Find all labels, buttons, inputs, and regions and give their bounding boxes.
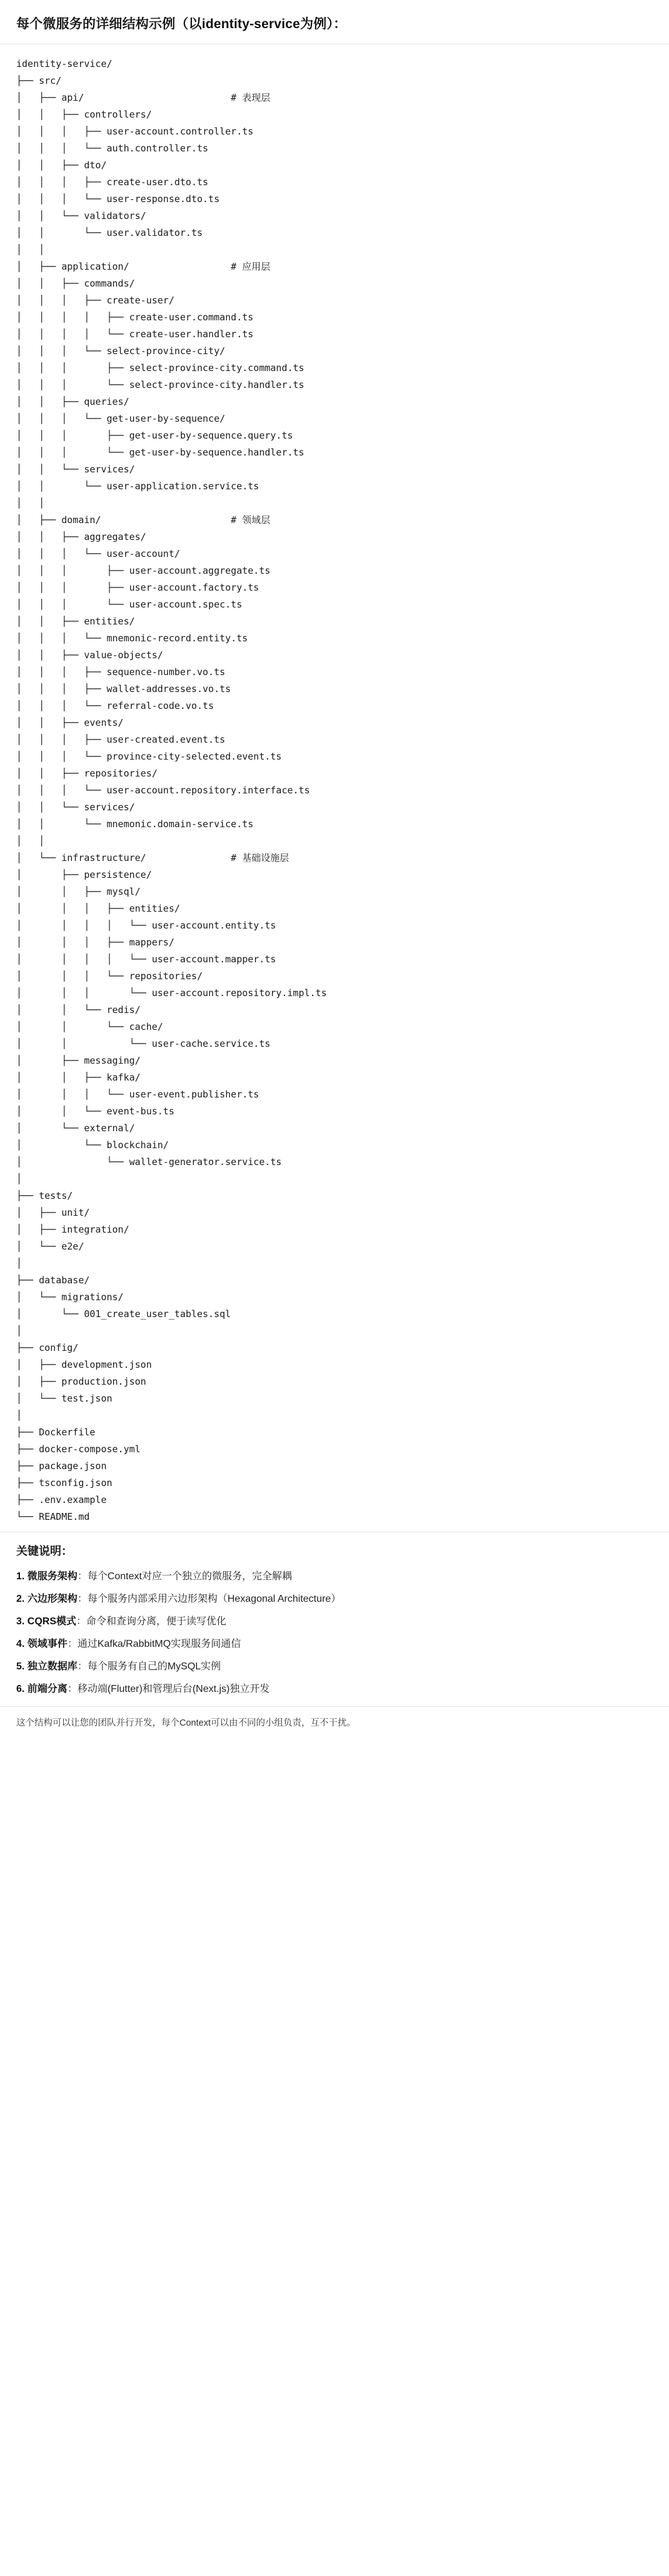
tree-line: │ ├── unit/ <box>16 1207 90 1218</box>
tree-line: │ └── wallet-generator.service.ts <box>16 1156 282 1168</box>
tree-line: │ ├── integration/ <box>16 1224 129 1235</box>
tree-line: │ <box>16 1258 23 1269</box>
tree-line: ├── tests/ <box>16 1190 73 1201</box>
tree-line: │ │ <box>16 835 45 847</box>
note-index: 2. <box>16 1594 28 1604</box>
note-text: ：每个Context对应一个独立的微服务，完全解耦 <box>77 1571 292 1582</box>
tree-line: │ │ ├── mysql/ <box>16 886 141 897</box>
tree-line: │ └── blockchain/ <box>16 1139 169 1151</box>
tree-line: │ <box>16 1173 23 1184</box>
key-notes-section <box>0 1532 669 1706</box>
tree-line: │ │ │ └── user-account.repository.interface.ts <box>16 785 310 796</box>
tree-line: │ │ │ └── auth.controller.ts <box>16 143 209 154</box>
tree-line: ├── database/ <box>16 1275 90 1286</box>
footer-text: 这个结构可以让您的团队并行开发，每个Context可以由不同的小组负责，互不干扰。 <box>16 1718 356 1728</box>
tree-line: ├── Dockerfile <box>16 1427 96 1438</box>
tree-line: │ │ │ └── referral-code.vo.ts <box>16 700 214 711</box>
tree-line: │ │ └── mnemonic.domain-service.ts <box>16 818 254 830</box>
note-index: 1. <box>16 1571 28 1582</box>
tree-line: │ ├── persistence/ <box>16 869 152 880</box>
tree-line: │ <box>16 1325 23 1336</box>
tree-line: │ │ ├── aggregates/ <box>16 531 146 542</box>
tree-line: │ │ └── event-bus.ts <box>16 1106 174 1117</box>
tree-line: │ │ │ │ └── user-account.mapper.ts <box>16 954 276 965</box>
tree-line: │ │ └── redis/ <box>16 1004 141 1016</box>
tree-line: │ │ │ ├── entities/ <box>16 903 180 914</box>
tree-line: │ │ │ ├── get-user-by-sequence.query.ts <box>16 430 293 441</box>
tree-line: │ │ │ ├── wallet-addresses.vo.ts <box>16 683 231 695</box>
tree-line: │ │ ├── controllers/ <box>16 109 152 120</box>
tree-line: │ <box>16 1410 23 1421</box>
tree-line: │ │ └── user-cache.service.ts <box>16 1038 271 1049</box>
tree-line: ├── .env.example <box>16 1494 107 1505</box>
tree-line: │ │ <box>16 244 45 255</box>
tree-line: │ │ └── user-application.service.ts <box>16 481 259 492</box>
tree-line: │ │ │ │ └── create-user.handler.ts <box>16 328 254 340</box>
tree-line: │ ├── messaging/ <box>16 1055 141 1066</box>
note-text: ：命令和查询分离，便于读写优化 <box>76 1616 227 1627</box>
tree-line: │ │ │ │ └── user-account.entity.ts <box>16 920 276 931</box>
list-item <box>16 1680 653 1699</box>
tree-line: │ │ │ ├── sequence-number.vo.ts <box>16 666 226 678</box>
tree-line: │ │ │ └── get-user-by-sequence/ <box>16 413 226 424</box>
note-key: 独立数据库 <box>27 1661 78 1672</box>
list-item <box>16 1567 653 1586</box>
tree-line: │ │ │ └── get-user-by-sequence.handler.ts <box>16 447 304 458</box>
tree-line: │ │ │ ├── create-user/ <box>16 295 174 306</box>
tree-line: └── README.md <box>16 1511 90 1522</box>
tree-line: │ └── infrastructure/ # 基础设施层 <box>16 852 289 863</box>
tree-line: │ │ ├── events/ <box>16 717 124 728</box>
tree-line: │ └── external/ <box>16 1123 135 1134</box>
tree-line: │ │ │ └── user-response.dto.ts <box>16 193 220 205</box>
key-notes-title: 关键说明： <box>16 1545 73 1557</box>
tree-line: │ │ │ └── repositories/ <box>16 970 203 982</box>
note-index: 3. <box>16 1616 28 1627</box>
tree-line: ├── docker-compose.yml <box>16 1443 141 1455</box>
note-index: 6. <box>16 1684 28 1694</box>
page-title: 每个微服务的详细结构示例（以identity-service为例）： <box>16 17 347 31</box>
note-key: 微服务架构 <box>27 1571 78 1582</box>
list-item <box>16 1657 653 1676</box>
note-index: 4. <box>16 1639 28 1649</box>
tree-line: │ ├── production.json <box>16 1376 146 1387</box>
tree-line: │ │ ├── value-objects/ <box>16 649 163 661</box>
note-text: ：每个服务有自己的MySQL实例 <box>77 1661 221 1672</box>
directory-tree <box>0 44 669 1532</box>
tree-line: │ │ │ ├── user-account.factory.ts <box>16 582 259 593</box>
tree-line: │ │ ├── commands/ <box>16 278 135 289</box>
tree-line: │ ├── application/ # 应用层 <box>16 261 271 272</box>
tree-line: │ │ │ └── user-account/ <box>16 548 180 559</box>
note-key: 前端分离 <box>27 1684 68 1694</box>
tree-line: │ │ │ │ ├── create-user.command.ts <box>16 312 254 323</box>
tree-line: │ ├── domain/ # 领域层 <box>16 514 271 526</box>
tree-line: │ │ └── user.validator.ts <box>16 227 203 238</box>
tree-line: │ └── e2e/ <box>16 1241 84 1252</box>
tree-line: │ │ │ └── user-event.publisher.ts <box>16 1089 259 1100</box>
tree-line: ├── config/ <box>16 1342 79 1353</box>
tree-line: │ │ ├── queries/ <box>16 396 129 407</box>
tree-line: │ │ └── services/ <box>16 802 135 813</box>
tree-line: │ └── test.json <box>16 1393 113 1404</box>
note-key: CQRS模式 <box>27 1616 77 1627</box>
note-text: ：通过Kafka/RabbitMQ实现服务间通信 <box>67 1639 241 1649</box>
tree-line: │ └── migrations/ <box>16 1291 124 1303</box>
note-text: ：移动端(Flutter)和管理后台(Next.js)独立开发 <box>67 1684 270 1694</box>
tree-line: │ │ │ └── province-city-selected.event.ts <box>16 751 282 762</box>
tree-line: │ │ ├── dto/ <box>16 160 107 171</box>
tree-line: │ │ └── services/ <box>16 464 135 475</box>
tree-line: │ ├── development.json <box>16 1359 152 1370</box>
tree-line: │ │ ├── repositories/ <box>16 768 158 779</box>
tree-line: │ │ └── cache/ <box>16 1021 163 1032</box>
tree-line: │ ├── api/ # 表现层 <box>16 92 271 103</box>
note-key: 领域事件 <box>27 1639 68 1649</box>
tree-line: │ │ │ ├── select-province-city.command.ts <box>16 362 304 374</box>
tree-line: │ │ │ ├── user-account.controller.ts <box>16 126 254 137</box>
key-notes-list <box>16 1567 653 1699</box>
tree-line: │ │ │ └── user-account.repository.impl.ts <box>16 987 327 999</box>
tree-line: ├── src/ <box>16 75 62 86</box>
note-key: 六边形架构 <box>27 1594 78 1604</box>
tree-line: │ │ │ ├── user-created.event.ts <box>16 734 226 745</box>
tree-line: │ │ └── validators/ <box>16 210 146 221</box>
list-item <box>16 1635 653 1654</box>
tree-line: │ │ │ └── user-account.spec.ts <box>16 599 243 610</box>
tree-line: │ │ │ └── select-province-city/ <box>16 345 226 357</box>
tree-line: ├── tsconfig.json <box>16 1477 113 1489</box>
tree-line: │ │ │ ├── create-user.dto.ts <box>16 176 209 188</box>
tree-line: │ │ ├── kafka/ <box>16 1072 141 1083</box>
tree-line: │ │ <box>16 497 45 509</box>
tree-line: │ └── 001_create_user_tables.sql <box>16 1308 231 1320</box>
tree-line: │ │ │ └── mnemonic-record.entity.ts <box>16 633 248 644</box>
list-item <box>16 1590 653 1609</box>
tree-line: ├── package.json <box>16 1460 107 1472</box>
note-text: ：每个服务内部采用六边形架构（Hexagonal Architecture） <box>77 1594 341 1604</box>
tree-line: │ │ ├── entities/ <box>16 616 135 627</box>
tree-line: │ │ │ ├── user-account.aggregate.ts <box>16 565 271 576</box>
tree-line: │ │ │ ├── mappers/ <box>16 937 174 948</box>
tree-line: identity-service/ <box>16 58 113 69</box>
note-index: 5. <box>16 1661 28 1672</box>
list-item <box>16 1612 653 1631</box>
tree-line: │ │ │ └── select-province-city.handler.ts <box>16 379 304 390</box>
